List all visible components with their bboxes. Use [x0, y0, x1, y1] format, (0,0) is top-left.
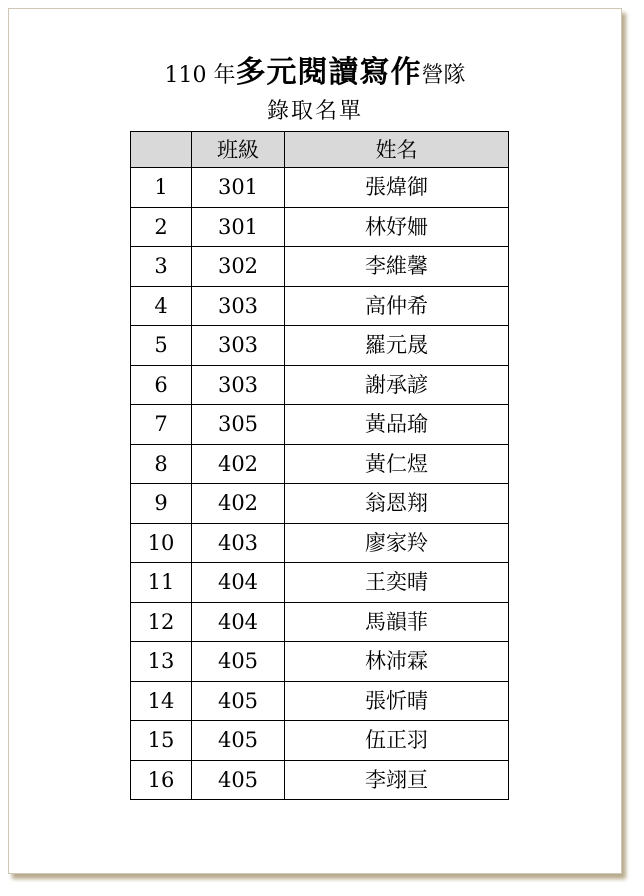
row-name: 張煒御 — [285, 168, 509, 208]
table-row — [131, 721, 509, 761]
row-name: 李維馨 — [285, 247, 509, 287]
header-class: 班級 — [192, 132, 285, 168]
table-row — [131, 563, 509, 603]
row-class: 402 — [192, 484, 285, 524]
row-number: 3 — [131, 247, 192, 287]
document-subtitle: 錄取名單 — [266, 99, 363, 124]
row-class: 301 — [192, 168, 285, 208]
row-name: 廖家羚 — [285, 523, 509, 563]
row-class: 405 — [192, 681, 285, 721]
row-number: 12 — [131, 602, 192, 642]
row-number: 14 — [131, 681, 192, 721]
admission-table — [130, 131, 509, 800]
row-class: 305 — [192, 405, 285, 445]
row-class: 402 — [192, 444, 285, 484]
row-class: 405 — [192, 642, 285, 682]
table-row — [131, 642, 509, 682]
table-row — [131, 168, 509, 208]
row-name: 李翊亘 — [285, 760, 509, 800]
row-class: 303 — [192, 365, 285, 405]
row-class: 405 — [192, 721, 285, 761]
row-class: 301 — [192, 207, 285, 247]
row-number: 15 — [131, 721, 192, 761]
row-class: 404 — [192, 602, 285, 642]
row-number: 16 — [131, 760, 192, 800]
row-number: 8 — [131, 444, 192, 484]
row-class: 404 — [192, 563, 285, 603]
row-name: 王奕晴 — [285, 563, 509, 603]
row-number: 7 — [131, 405, 192, 445]
table-row — [131, 286, 509, 326]
row-number: 9 — [131, 484, 192, 524]
table-row — [131, 405, 509, 445]
row-number: 1 — [131, 168, 192, 208]
table-row — [131, 681, 509, 721]
row-name: 林妤姍 — [285, 207, 509, 247]
row-name: 張忻晴 — [285, 681, 509, 721]
table-row — [131, 326, 509, 366]
table-header-row — [131, 132, 509, 168]
row-name: 伍正羽 — [285, 721, 509, 761]
table-row — [131, 444, 509, 484]
table-row — [131, 247, 509, 287]
row-number: 6 — [131, 365, 192, 405]
title-year: 110 年 — [164, 63, 236, 88]
table-row — [131, 484, 509, 524]
table-row — [131, 760, 509, 800]
document-page — [8, 8, 622, 874]
row-name: 林沛霖 — [285, 642, 509, 682]
row-class: 303 — [192, 326, 285, 366]
row-name: 羅元晟 — [285, 326, 509, 366]
row-class: 405 — [192, 760, 285, 800]
row-name: 翁恩翔 — [285, 484, 509, 524]
row-name: 黃品瑜 — [285, 405, 509, 445]
row-class: 403 — [192, 523, 285, 563]
row-number: 10 — [131, 523, 192, 563]
row-name: 謝承諺 — [285, 365, 509, 405]
table-row — [131, 523, 509, 563]
row-number: 2 — [131, 207, 192, 247]
header-number — [131, 132, 192, 168]
table-row — [131, 365, 509, 405]
title-tail: 營隊 — [421, 63, 466, 88]
header-name: 姓名 — [285, 132, 509, 168]
document-title — [9, 53, 621, 97]
row-class: 303 — [192, 286, 285, 326]
table-row — [131, 602, 509, 642]
row-number: 4 — [131, 286, 192, 326]
row-class: 302 — [192, 247, 285, 287]
row-name: 高仲希 — [285, 286, 509, 326]
title-main: 多元閱讀寫作 — [235, 55, 422, 90]
row-number: 13 — [131, 642, 192, 682]
row-name: 黃仁煜 — [285, 444, 509, 484]
table-row — [131, 207, 509, 247]
row-number: 5 — [131, 326, 192, 366]
row-name: 馬韻菲 — [285, 602, 509, 642]
row-number: 11 — [131, 563, 192, 603]
